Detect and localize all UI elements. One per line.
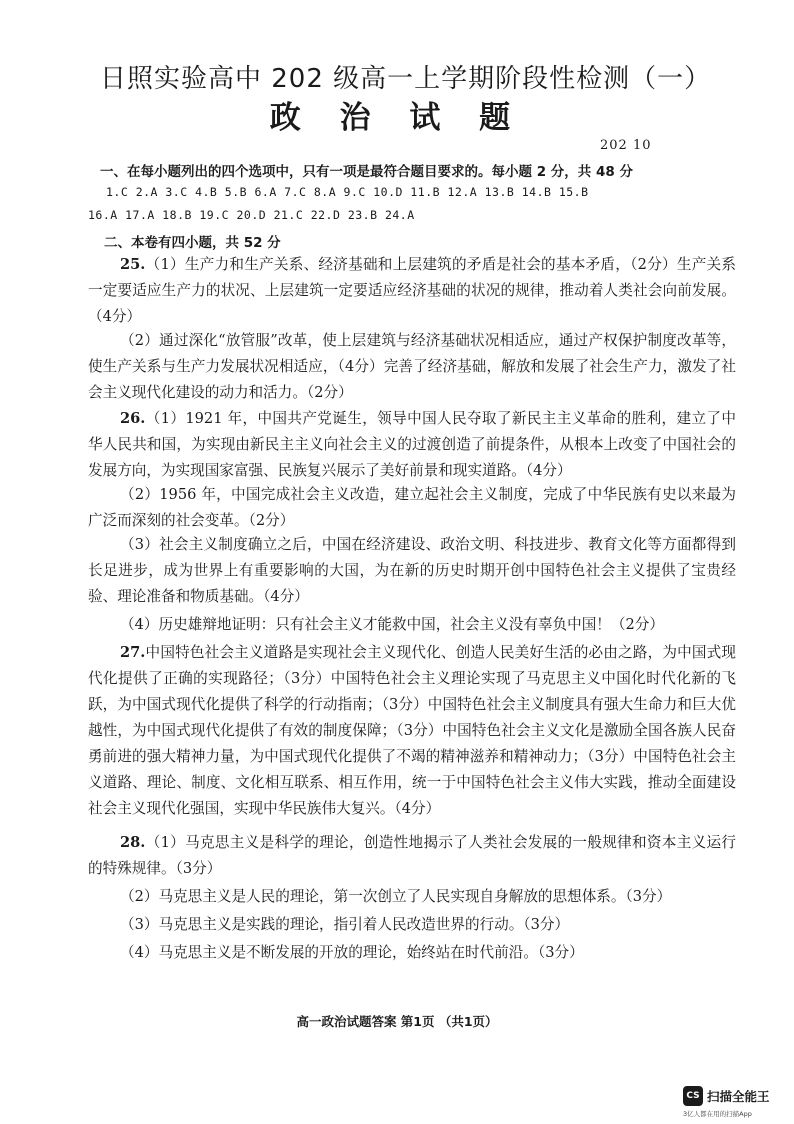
question-number: 25. bbox=[120, 256, 146, 273]
question-number: 28. bbox=[120, 834, 146, 851]
page-footer: 高一政治试题答案 第1页 （共1页） bbox=[296, 1014, 498, 1029]
answer-text: （4）历史雄辩地证明：只有社会主义才能救中国，社会主义没有辜负中国！（2分） bbox=[120, 616, 664, 633]
answer-text: （1）生产力和生产关系、经济基础和上层建筑的矛盾是社会的基本矛盾，（2分）生产关系一定要适应生产力的状况、上层建筑一定要适应经济基础的状况的规律，推动着人类社会向前发展。（4分） bbox=[88, 256, 736, 325]
answer-text: （2）通过深化“放管服”改革，使上层建筑与经济基础状况相适应，通过产权保护制度改革等，使生产关系与生产力发展状况相适应，（4分）完善了经济基础，解放和发展了社会生产力，激发了社会主义现代化建设的动力和活力。（2分） bbox=[88, 332, 736, 401]
answer-paragraph bbox=[88, 884, 736, 910]
answer-paragraph bbox=[88, 532, 736, 610]
answer-text: （2）马克思主义是人民的理论，第一次创立了人民实现自身解放的思想体系。（3分） bbox=[120, 888, 672, 905]
answers-line-1: 1.C 2.A 3.C 4.B 5.B 6.A 7.C 8.A 9.C 10.D 11.B 12.A 13.B 14.B 15.B bbox=[106, 185, 589, 199]
answer-text: （4）马克思主义是不断发展的开放的理论，始终站在时代前沿。（3分） bbox=[120, 944, 584, 961]
answer-text: （1）1921 年，中国共产党诞生，领导中国人民夺取了新民主主义革命的胜利，建立了中华人民共和国，为实现由新民主主义向社会主义的过渡创造了前提条件，从根本上改变了中国社会的发展方向，为实现国家富强、民族复兴展示了美好前景和现实道路。（4分） bbox=[88, 410, 736, 479]
answer-paragraph bbox=[88, 252, 736, 330]
question-number: 26. bbox=[120, 410, 146, 427]
answer-paragraph bbox=[88, 830, 736, 882]
camscanner-logo-icon: CS bbox=[683, 1086, 703, 1106]
answer-text: （1）马克思主义是科学的理论，创造性地揭示了人类社会发展的一般规律和资本主义运行的特殊规律。（3分） bbox=[88, 834, 736, 877]
section1-heading: 一、在每小题列出的四个选项中，只有一项是最符合题目要求的。每小题 2 分，共 48 分 bbox=[100, 164, 633, 180]
answer-paragraph bbox=[88, 612, 736, 638]
answer-text: （2）1956 年，中国完成社会主义改造，建立起社会主义制度，完成了中华民族有史以来最为广泛而深刻的社会变革。（2分） bbox=[88, 486, 736, 529]
answer-paragraph bbox=[88, 640, 736, 822]
watermark-tagline: 3亿人都在用的扫描App bbox=[683, 1110, 752, 1118]
watermark-name: 扫描全能王 bbox=[707, 1089, 770, 1104]
answer-text: （3）马克思主义是实践的理论，指引着人民改造世界的行动。（3分） bbox=[120, 916, 570, 933]
answers-line-2: 16.A 17.A 18.B 19.C 20.D 21.C 22.D 23.B 24.A bbox=[88, 208, 415, 222]
exam-date: 202 10 bbox=[600, 138, 652, 153]
answer-paragraph bbox=[88, 406, 736, 484]
answer-paragraph bbox=[88, 940, 736, 966]
answer-paragraph bbox=[88, 328, 736, 406]
answer-text: 中国特色社会主义道路是实现社会主义现代化、创造人民美好生活的必由之路，为中国式现代化提供了正确的实现路径；（3分）中国特色社会主义理论实现了马克思主义中国化时代化新的飞跃，为中国式现代化提供了科学的行动指南；（3分）中国特色社会主义制度具有强大生命力和巨大优越性，为中国式现代化提供了有效的制度保障；（3分）中国特色社会主义文化是激励全国各族人民奋勇前进的强大精神力量，为中国式现代化提供了不竭的精神滋养和精神动力；（3分）中国特色社会主义道路、理论、制度、文化相互联系、相互作用，统一于中国特色社会主义伟大实践，推动全面建设社会主义现代化强国，实现中华民族伟大复兴。（4分） bbox=[88, 644, 736, 817]
answer-paragraph bbox=[88, 482, 736, 534]
question-number: 27. bbox=[120, 644, 146, 661]
section2-heading: 二、本卷有四小题，共 52 分 bbox=[104, 235, 281, 251]
answer-paragraph bbox=[88, 912, 736, 938]
exam-header-title: 日照实验高中 202 级高一上学期阶段性检测（一） bbox=[100, 64, 712, 94]
exam-subject-title: 政 治 试 题 bbox=[269, 100, 525, 136]
scanner-watermark bbox=[683, 1086, 789, 1120]
answer-text: （3）社会主义制度确立之后，中国在经济建设、政治文明、科技进步、教育文化等方面都得到长足进步，成为世界上有重要影响的大国，为在新的历史时期开创中国特色社会主义提供了宝贵经验、理论准备和物质基础。（4分） bbox=[88, 536, 736, 605]
